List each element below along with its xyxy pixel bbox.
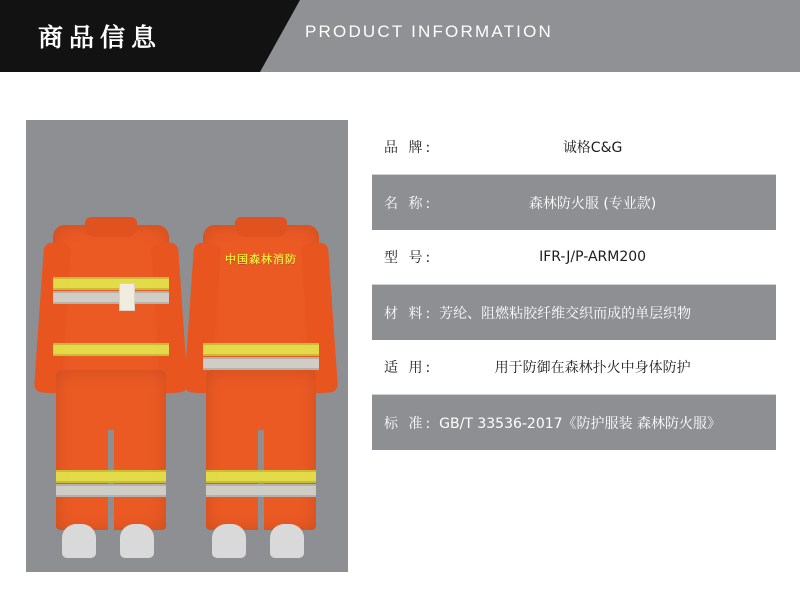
spec-list [372, 120, 776, 450]
page-content [0, 72, 800, 594]
jacket-front [53, 225, 169, 390]
spec-row [372, 340, 776, 395]
pants-back-stripe-silver [206, 484, 316, 497]
pants-stripe-silver [56, 484, 166, 497]
page-title-en: PRODUCT INFORMATION [305, 22, 553, 41]
shoe-right-back [270, 524, 304, 558]
jacket-back [203, 225, 319, 390]
page-header [0, 0, 800, 72]
spec-label: 名 称: [384, 195, 434, 212]
spec-row [372, 285, 776, 340]
spec-value: IFR-J/P-ARM200 [539, 249, 647, 265]
pants-back-stripe [206, 470, 316, 483]
spec-label: 标 准: [384, 415, 434, 432]
jacket-chest-stripe-silver [53, 291, 169, 304]
spec-label: 型 号: [384, 250, 434, 266]
spec-label: 材 料: [384, 305, 434, 322]
spec-value: GB/T 33536-2017《防护服装 森林防火服》 [439, 415, 722, 432]
pants-back [206, 370, 316, 530]
spec-label: 适 用: [384, 360, 434, 376]
jacket-back-hem-stripe [203, 343, 319, 356]
garment-back-view [186, 120, 336, 572]
spec-value: 芳纶、阻燃粘胶纤维交织而成的单层织物 [439, 305, 692, 322]
pants-front [56, 370, 166, 530]
jacket-collar-back [235, 217, 287, 237]
jacket-chest-stripe [53, 277, 169, 290]
spec-value: 用于防御在森林扑火中身体防护 [494, 360, 691, 376]
jacket-back-hem-stripe-silver [203, 357, 319, 370]
garment-front-view [36, 120, 186, 572]
pants-stripe [56, 470, 166, 483]
spec-value: 森林防火服 (专业款) [528, 195, 657, 212]
spec-value: 诚格C&G [562, 140, 623, 156]
product-photo [26, 120, 348, 572]
shoe-left-back [212, 524, 246, 558]
back-print-text: 中国森林消防 [225, 253, 297, 266]
jacket-hem-stripe [53, 343, 169, 356]
spec-row [372, 395, 776, 450]
spec-row [372, 175, 776, 230]
hang-tag [119, 283, 135, 311]
page-title-cn: 商品信息 [38, 23, 163, 52]
shoe-right [120, 524, 154, 558]
spec-row [372, 120, 776, 175]
shoe-left [62, 524, 96, 558]
spec-label: 品 牌: [384, 140, 434, 156]
spec-row [372, 230, 776, 285]
jacket-collar [85, 217, 137, 237]
